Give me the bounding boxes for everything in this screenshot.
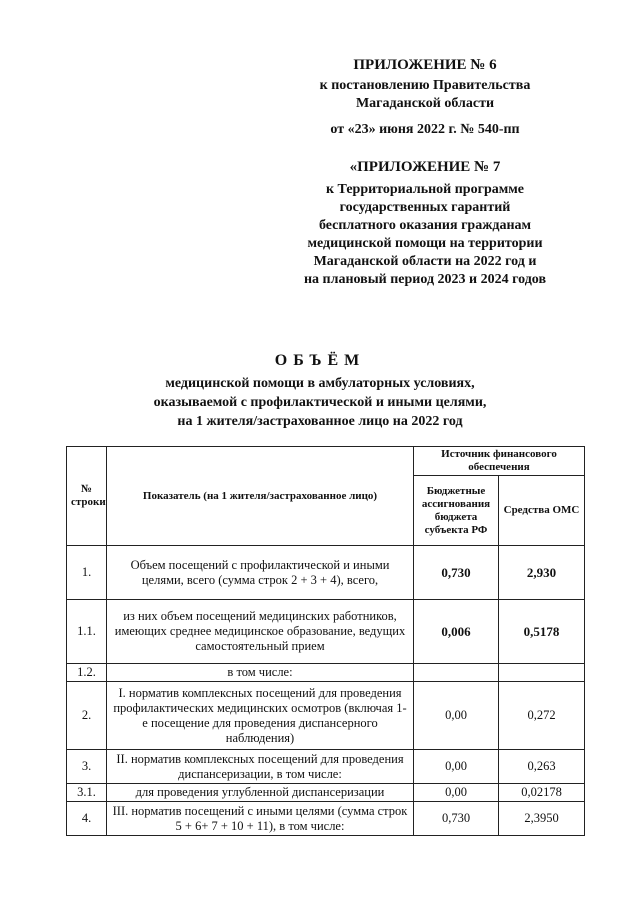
row-label: для проведения углубленной диспансеризации [107,784,414,802]
appendix-6-title: ПРИЛОЖЕНИЕ № 6 [353,57,497,73]
row-oms-value: 2,930 [499,546,585,600]
row-budget-value: 0,00 [414,784,499,802]
row-label: в том числе: [107,664,414,682]
row-number: 4. [67,802,107,836]
header-row-no: № строки [67,447,107,546]
row-number: 1.2. [67,664,107,682]
appendix-7-line: к Территориальной программе [325,182,525,197]
appendix-6-header [280,56,570,139]
row-label: I. норматив комплексных посещений для проведения профилактических медицинских осмотров (включая 1-е посещение для проведения диспансерного наблюдения) [107,682,414,750]
row-budget-value: 0,730 [414,546,499,600]
row-budget-value: 0,006 [414,600,499,664]
row-budget-value: 0,00 [414,682,499,750]
row-oms-value: 0,272 [499,682,585,750]
row-label: III. норматив посещений с иными целями (сумма строк 5 + 6+ 7 + 10 + 11), в том числе: [107,802,414,836]
row-label: из них объем посещений медицинских работников, имеющих среднее медицинское образование, ведущих самостоятельный прием [107,600,414,664]
appendix-6-line: к постановлению Правительства [319,78,531,93]
row-label: II. норматив комплексных посещений для проведения диспансеризации, в том числе: [107,750,414,784]
appendix-6-date: от «23» июня 2022 г. № 540-пп [330,122,520,137]
volume-table [66,446,585,836]
row-oms-value: 2,3950 [499,802,585,836]
header-funding-source: Источник финансового обеспечения [414,447,585,476]
header-indicator: Показатель (на 1 жителя/застрахованное лицо) [107,447,414,546]
row-number: 1.1. [67,600,107,664]
appendix-6-line: Магаданской области [355,96,495,111]
appendix-7-line: бесплатного оказания гражданам [318,218,532,233]
row-budget-value: 0,730 [414,802,499,836]
row-oms-value [499,664,585,682]
row-oms-value: 0,5178 [499,600,585,664]
document-subtitle-line: оказываемой с профилактической и иными целями, [153,395,487,410]
appendix-7-line: государственных гарантий [339,200,511,215]
document-heading [90,352,550,431]
header-budget: Бюджетные ассигнования бюджета субъекта РФ [414,476,499,546]
table-row [67,784,585,802]
document-subtitle-line: медицинской помощи в амбулаторных условиях, [165,376,475,391]
row-number: 2. [67,682,107,750]
appendix-7-line: медицинской помощи на территории [307,236,543,251]
row-label: Объем посещений с профилактической и иными целями, всего (сумма строк 2 + 3 + 4), всего, [107,546,414,600]
row-budget-value [414,664,499,682]
row-budget-value: 0,00 [414,750,499,784]
appendix-7-line: на плановый период 2023 и 2024 годов [303,272,547,287]
header-oms: Средства ОМС [499,476,585,546]
table-row [67,682,585,750]
table-row [67,600,585,664]
row-number: 3. [67,750,107,784]
row-oms-value: 0,263 [499,750,585,784]
row-number: 3.1. [67,784,107,802]
table-row [67,546,585,600]
row-oms-value: 0,02178 [499,784,585,802]
document-title: ОБЪЁМ [274,352,366,369]
appendix-7-header [280,158,570,289]
document-subtitle-line: на 1 жителя/застрахованное лицо на 2022 год [177,414,463,429]
table-row [67,664,585,682]
row-number: 1. [67,546,107,600]
appendix-7-line: Магаданской области на 2022 год и [313,254,537,269]
table-row [67,802,585,836]
table-row [67,750,585,784]
appendix-7-title: «ПРИЛОЖЕНИЕ № 7 [349,159,501,175]
